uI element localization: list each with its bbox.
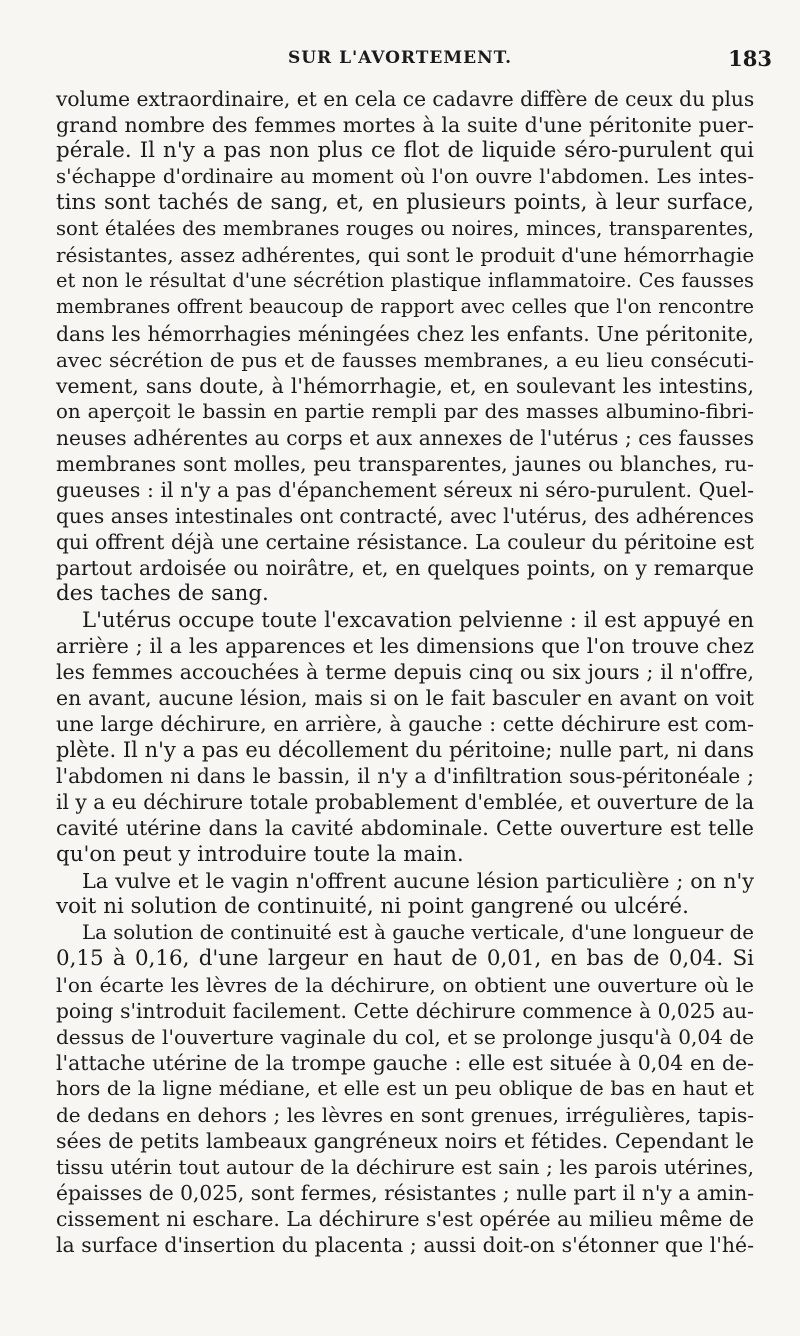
text-line: des taches de sang. (56, 580, 269, 606)
text-line: la surface d'insertion du placenta ; aussi doit-on s'étonner que l'hé- (56, 1233, 754, 1258)
text-line: qui offrent déjà une certaine résistance. La couleur du péritoine est (56, 529, 754, 554)
text-line: s'échappe d'ordinaire au moment où l'on ouvre l'abdomen. Les intes- (56, 165, 754, 189)
text-line: avec sécrétion de pus et de fausses membranes, a eu lieu consécuti- (56, 347, 754, 372)
text-line: hors de la ligne médiane, et elle est un peu oblique de bas en haut et (56, 1076, 754, 1100)
text-line: sont étalées des membranes rouges ou noires, minces, transparentes, (56, 217, 754, 241)
text-line: pérale. Il n'y a pas non plus ce flot de liquide séro-purulent qui (56, 138, 754, 164)
text-line: dans les hémorrhagies méningées chez les enfants. Une péritonite, (56, 321, 754, 346)
text-line: La solution de continuité est à gauche verticale, d'une longueur de (82, 920, 754, 944)
text-line: qu'on peut y introduire toute la main. (56, 841, 464, 867)
text-line: on aperçoit le bassin en partie rempli par des masses albumino-fibri- (56, 399, 754, 423)
text-line: résistantes, assez adhérentes, qui sont le produit d'une hémorrhagie (56, 243, 755, 268)
text-line: tissu utérin tout autour de la déchirure est sain ; les parois utérines, (56, 1155, 754, 1179)
text-line: l'attache utérine de la trompe gauche : elle est située à 0,04 en de- (56, 1050, 754, 1075)
running-title: SUR L'AVORTEMENT. (287, 48, 513, 68)
text-line: membranes offrent beaucoup de rapport avec celles que l'on rencontre (56, 295, 754, 319)
page-number: 183 (728, 46, 772, 71)
text-line: ques anses intestinales ont contracté, avec l'utérus, des adhérences (56, 503, 754, 528)
text-line: gueuses : il n'y a pas d'épanchement séreux ni séro-purulent. Quel- (56, 477, 754, 502)
text-line: grand nombre des femmes mortes à la suite d'une péritonite puer- (56, 113, 754, 138)
text-line: membranes sont molles, peu transparentes, jaunes ou blanches, ru- (56, 451, 754, 476)
text-line: de dedans en dehors ; les lèvres en sont grenues, irrégulières, tapis- (56, 1103, 754, 1127)
text-line: 0,15 à 0,16, d'une largeur en haut de 0,01, en bas de 0,04. Si (56, 945, 754, 971)
text-line: tins sont tachés de sang, et, en plusieurs points, à leur surface, (56, 190, 754, 216)
text-line: une large déchirure, en arrière, à gauche : cette déchirure est com- (56, 712, 754, 737)
text-line: et non le résultat d'une sécrétion plastique inflammatoire. Ces fausses (56, 269, 754, 293)
text-line: poing s'introduit facilement. Cette déchirure commence à 0,025 au- (56, 998, 754, 1023)
text-line: les femmes accouchées à terme depuis cinq ou six jours ; il n'offre, (56, 660, 754, 685)
text-line: L'utérus occupe toute l'excavation pelvienne : il est appuyé en (82, 607, 754, 632)
text-line: vement, sans doute, à l'hémorrhagie, et, en soulevant les intestins, (56, 373, 754, 398)
text-line: neuses adhérentes au corps et aux annexes de l'utérus ; ces fausses (56, 425, 754, 450)
text-line: sées de petits lambeaux gangréneux noirs et fétides. Cependant le (56, 1129, 754, 1153)
text-line: La vulve et le vagin n'offrent aucune lésion particulière ; on n'y (82, 868, 754, 893)
text-line: en avant, aucune lésion, mais si on le fait basculer en avant on voit (56, 686, 754, 711)
text-line: il y a eu déchirure totale probablement d'emblée, et ouverture de la (56, 790, 754, 815)
text-line: plète. Il n'y a pas eu décollement du péritoine; nulle part, ni dans (56, 738, 754, 763)
text-line: voit ni solution de continuité, ni point gangrené ou ulcéré. (56, 893, 689, 919)
text-line: l'on écarte les lèvres de la déchirure, on obtient une ouverture où le (56, 972, 754, 997)
text-line: cissement ni eschare. La déchirure s'est opérée au milieu même de (56, 1207, 754, 1232)
running-head (0, 46, 800, 70)
text-line: partout ardoisée ou noirâtre, et, en quelques points, on y remarque (56, 555, 754, 580)
text-line: épaisses de 0,025, sont fermes, résistantes ; nulle part il n'y a amin- (56, 1181, 755, 1206)
text-line: arrière ; il a les apparences et les dimensions que l'on trouve chez (56, 634, 754, 659)
text-line: dessus de l'ouverture vaginale du col, et se prolonge jusqu'à 0,04 de (56, 1024, 754, 1049)
text-line: l'abdomen ni dans le bassin, il n'y a d'infiltration sous-péritonéale ; (56, 764, 754, 789)
text-line: volume extraordinaire, et en cela ce cadavre diffère de ceux du plus (56, 87, 755, 111)
text-line: cavité utérine dans la cavité abdominale. Cette ouverture est telle (56, 816, 754, 841)
